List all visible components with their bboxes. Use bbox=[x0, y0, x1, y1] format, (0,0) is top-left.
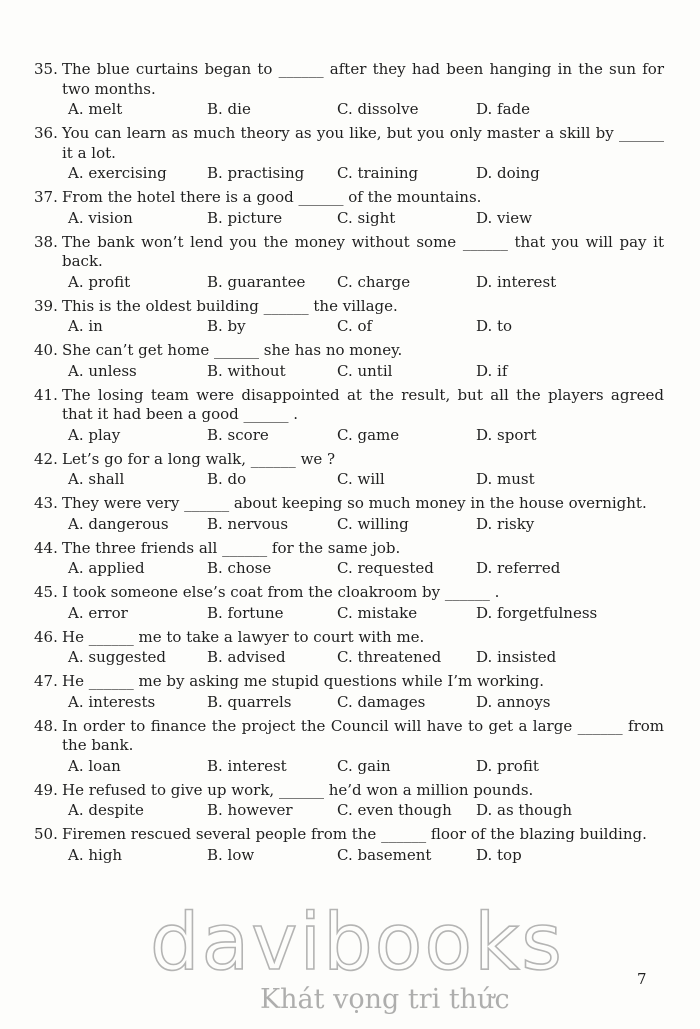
question-stem bbox=[34, 233, 664, 272]
question-item bbox=[34, 60, 664, 119]
question-text: They were very ______ about keeping so much money in the house overnight. bbox=[62, 494, 647, 512]
answer-option: D. interest bbox=[476, 272, 557, 291]
question-item bbox=[34, 539, 664, 579]
question-number: 45. bbox=[34, 583, 58, 601]
question-number: 46. bbox=[34, 627, 58, 646]
answer-option: A. play bbox=[68, 425, 121, 444]
answer-option: D. risky bbox=[476, 514, 535, 533]
answer-option: C. until bbox=[337, 361, 393, 380]
answer-option: C. charge bbox=[337, 272, 411, 291]
question-stem bbox=[34, 628, 664, 648]
question-number: 37. bbox=[34, 188, 58, 206]
answer-option: D. annoys bbox=[476, 692, 551, 711]
answer-options bbox=[68, 163, 664, 183]
question-stem bbox=[34, 494, 664, 514]
question-stem bbox=[34, 386, 664, 425]
question-text: He ______ me to take a lawyer to court with me. bbox=[62, 627, 425, 646]
answer-option: A. melt bbox=[68, 100, 123, 118]
question-number: 50. bbox=[34, 825, 58, 843]
question-list bbox=[34, 60, 664, 870]
answer-option: D. doing bbox=[476, 164, 540, 182]
question-number: 35. bbox=[34, 60, 58, 78]
answer-option: A. shall bbox=[68, 470, 125, 488]
answer-option: B. fortune bbox=[207, 603, 284, 622]
answer-option: D. insisted bbox=[476, 648, 557, 666]
answer-option: A. suggested bbox=[68, 648, 167, 666]
answer-option: D. if bbox=[476, 361, 508, 380]
question-number: 36. bbox=[34, 124, 58, 142]
question-text: This is the oldest building ______ the village. bbox=[62, 296, 398, 315]
question-number: 44. bbox=[34, 538, 58, 557]
watermark-brand: davibooks bbox=[150, 898, 564, 988]
question-item bbox=[34, 124, 664, 183]
question-number: 39. bbox=[34, 296, 58, 315]
question-number: 43. bbox=[34, 494, 58, 512]
answer-option: C. basement bbox=[337, 845, 432, 864]
question-text: She can’t get home ______ she has no money. bbox=[62, 341, 403, 359]
answer-option: B. die bbox=[207, 100, 251, 118]
answer-option: C. requested bbox=[337, 559, 434, 577]
answer-options bbox=[68, 469, 664, 489]
question-stem bbox=[34, 297, 664, 317]
question-item bbox=[34, 672, 664, 712]
answer-options bbox=[68, 845, 664, 865]
answer-options bbox=[68, 514, 664, 534]
question-number: 40. bbox=[34, 341, 58, 359]
answer-option: A. error bbox=[68, 603, 128, 622]
answer-options bbox=[68, 425, 664, 445]
answer-option: C. threatened bbox=[337, 648, 442, 666]
question-stem bbox=[34, 450, 664, 470]
question-item bbox=[34, 781, 664, 821]
question-text: The blue curtains began to ______ after they had been hanging in the sun for two months. bbox=[62, 60, 664, 98]
answer-options bbox=[68, 361, 664, 381]
answer-option: B. advised bbox=[207, 648, 286, 666]
answer-option: C. sight bbox=[337, 208, 396, 227]
answer-options bbox=[68, 208, 664, 228]
answer-option: A. unless bbox=[68, 361, 137, 380]
answer-options bbox=[68, 316, 664, 336]
question-text: He refused to give up work, ______ he’d won a million pounds. bbox=[62, 780, 534, 799]
answer-option: A. exercising bbox=[68, 164, 167, 182]
question-stem bbox=[34, 717, 664, 756]
answer-option: A. applied bbox=[68, 559, 145, 577]
question-stem bbox=[34, 188, 664, 208]
question-item bbox=[34, 341, 664, 381]
answer-option: D. as though bbox=[476, 801, 573, 819]
answer-option: C. even though bbox=[337, 801, 452, 819]
answer-option: D. referred bbox=[476, 559, 561, 577]
question-item bbox=[34, 297, 664, 337]
answer-option: C. willing bbox=[337, 514, 409, 533]
answer-options bbox=[68, 800, 664, 820]
answer-option: B. quarrels bbox=[207, 692, 292, 711]
answer-option: B. score bbox=[207, 425, 269, 444]
question-item bbox=[34, 494, 664, 534]
answer-options bbox=[68, 272, 664, 292]
answer-option: C. will bbox=[337, 470, 385, 488]
question-text: The three friends all ______ for the same job. bbox=[62, 538, 401, 557]
question-stem bbox=[34, 825, 664, 845]
question-stem bbox=[34, 583, 664, 603]
question-text: From the hotel there is a good ______ of the mountains. bbox=[62, 188, 482, 206]
answer-option: A. vision bbox=[68, 208, 133, 227]
answer-options bbox=[68, 756, 664, 776]
answer-option: D. to bbox=[476, 317, 513, 335]
answer-option: D. profit bbox=[476, 756, 539, 775]
answer-options bbox=[68, 558, 664, 578]
answer-option: A. loan bbox=[68, 756, 121, 775]
answer-option: B. guarantee bbox=[207, 272, 306, 291]
question-stem bbox=[34, 124, 664, 163]
answer-option: C. of bbox=[337, 317, 373, 335]
answer-option: B. chose bbox=[207, 559, 272, 577]
answer-option: D. forgetfulness bbox=[476, 603, 598, 622]
answer-option: B. picture bbox=[207, 208, 283, 227]
answer-options bbox=[68, 692, 664, 712]
answer-option: B. by bbox=[207, 317, 246, 335]
answer-option: C. mistake bbox=[337, 603, 418, 622]
page-number: 7 bbox=[637, 970, 647, 988]
answer-option: B. nervous bbox=[207, 514, 289, 533]
question-number: 42. bbox=[34, 449, 58, 468]
question-number: 47. bbox=[34, 672, 58, 690]
question-item bbox=[34, 825, 664, 865]
answer-option: B. however bbox=[207, 801, 293, 819]
answer-option: D. sport bbox=[476, 425, 537, 444]
answer-option: D. fade bbox=[476, 100, 531, 118]
answer-options bbox=[68, 647, 664, 667]
question-stem bbox=[34, 781, 664, 801]
question-stem bbox=[34, 341, 664, 361]
question-number: 38. bbox=[34, 232, 58, 251]
question-item bbox=[34, 188, 664, 228]
question-text: The bank won’t lend you the money without some ______ that you will pay it back. bbox=[62, 232, 664, 270]
answer-option: A. in bbox=[68, 317, 103, 335]
question-item bbox=[34, 233, 664, 292]
question-number: 49. bbox=[34, 780, 58, 799]
answer-options bbox=[68, 603, 664, 623]
question-stem bbox=[34, 60, 664, 99]
question-stem bbox=[34, 672, 664, 692]
question-text: He ______ me by asking me stupid questions while I’m working. bbox=[62, 672, 544, 690]
answer-option: D. view bbox=[476, 208, 533, 227]
answer-option: A. interests bbox=[68, 692, 156, 711]
answer-option: B. low bbox=[207, 845, 255, 864]
answer-option: D. must bbox=[476, 470, 535, 488]
question-text: Firemen rescued several people from the ______ floor of the blazing building. bbox=[62, 825, 647, 843]
answer-option: D. top bbox=[476, 845, 522, 864]
answer-option: C. game bbox=[337, 425, 400, 444]
question-number: 48. bbox=[34, 716, 58, 735]
answer-option: A. high bbox=[68, 845, 123, 864]
answer-option: B. interest bbox=[207, 756, 287, 775]
answer-option: A. dangerous bbox=[68, 514, 169, 533]
question-number: 41. bbox=[34, 385, 58, 404]
answer-option: A. profit bbox=[68, 272, 131, 291]
answer-options bbox=[68, 99, 664, 119]
question-text: In order to finance the project the Council will have to get a large ______ from the bank. bbox=[62, 716, 664, 754]
question-text: Let’s go for a long walk, ______ we ? bbox=[62, 449, 336, 468]
answer-option: A. despite bbox=[68, 801, 144, 819]
answer-option: B. do bbox=[207, 470, 247, 488]
question-item bbox=[34, 386, 664, 445]
watermark-slogan: Khát vọng tri thức bbox=[260, 984, 510, 1015]
question-text: You can learn as much theory as you like, but you only master a skill by ______ it a lot. bbox=[62, 124, 664, 162]
answer-option: C. damages bbox=[337, 692, 426, 711]
question-item bbox=[34, 628, 664, 668]
question-item bbox=[34, 583, 664, 623]
question-text: I took someone else’s coat from the cloakroom by ______ . bbox=[62, 583, 500, 601]
question-item bbox=[34, 717, 664, 776]
question-text: The losing team were disappointed at the result, but all the players agreed that it had been a good ______ . bbox=[62, 385, 664, 423]
answer-option: C. gain bbox=[337, 756, 391, 775]
question-stem bbox=[34, 539, 664, 559]
question-item bbox=[34, 450, 664, 490]
answer-option: B. without bbox=[207, 361, 286, 380]
answer-option: B. practising bbox=[207, 164, 305, 182]
answer-option: C. training bbox=[337, 164, 419, 182]
answer-option: C. dissolve bbox=[337, 100, 419, 118]
